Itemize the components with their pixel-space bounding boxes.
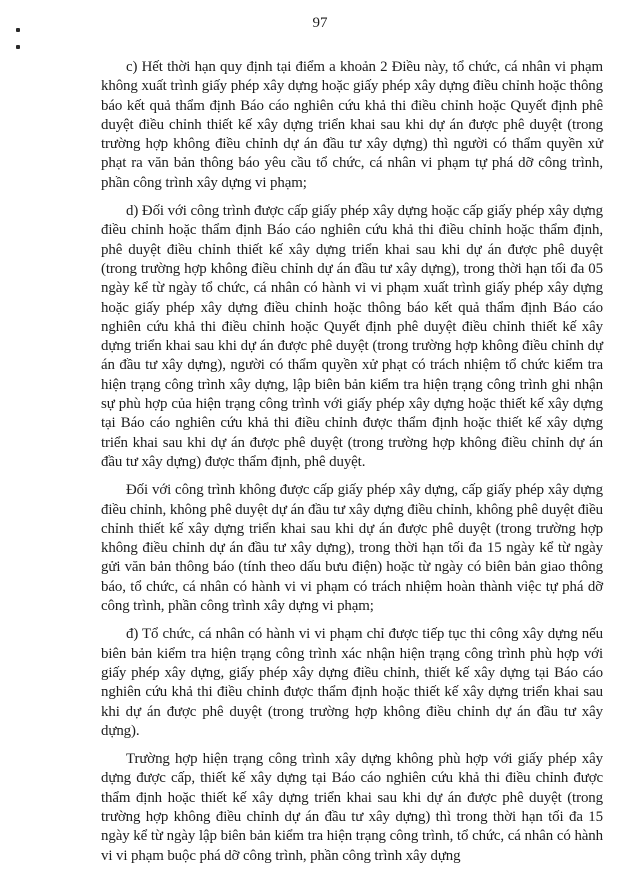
paragraph-dd: đ) Tổ chức, cá nhân có hành vi vi phạm chỉ được tiếp tục thi công xây dựng nếu biên bản kiểm tra hiện trạng công trình xác nhận hiện trạng công trình phù hợp với giấy phép xây dựng, giấy phép xây dựng điều chỉnh, thiết kế xây dựng tại Báo cáo nghiên cứu khả thi điều chỉnh được thẩm định hoặc thiết kế xây dựng triển khai sau khi dự án được phê duyệt (trong trường hợp không điều chỉnh dự án đầu tư xây dựng).: [101, 626, 603, 739]
binding-mark: [16, 28, 20, 32]
document-body: [101, 58, 603, 875]
paragraph-d-continued: Đối với công trình không được cấp giấy phép xây dựng, cấp giấy phép xây dựng điều chỉnh, không phê duyệt dự án đầu tư xây dựng điều chỉnh, không phê duyệt điều chỉnh thiết kế xây dựng triển khai sau khi dự án được phê duyệt (trong trường hợp không điều chỉnh dự án đầu tư xây dựng), trong thời hạn tối đa 15 ngày kể từ ngày gửi văn bản thông báo (tính theo dấu bưu điện) hoặc từ ngày có biên bản giao thông báo, tổ chức, cá nhân có hành vi vi phạm có trách nhiệm hoàn thành việc tự phá dỡ công trình, phần công trình xây dựng vi phạm;: [101, 482, 603, 615]
binding-mark: [16, 45, 20, 49]
paragraph-d: d) Đối với công trình được cấp giấy phép xây dựng hoặc cấp giấy phép xây dựng điều chỉnh hoặc thẩm định Báo cáo nghiên cứu khả thi điều chỉnh hoặc thẩm định, phê duyệt điều chỉnh thiết kế xây dựng triển khai sau khi dự án được phê duyệt (trong trường hợp không điều chỉnh dự án đầu tư xây dựng), trong thời hạn tối đa 05 ngày kể từ ngày tổ chức, cá nhân có hành vi vi phạm xuất trình giấy phép xây dựng hoặc giấy phép xây dựng điều chỉnh hoặc thông báo kết quả thẩm định Báo cáo nghiên cứu khả thi điều chỉnh hoặc Quyết định phê duyệt điều chỉnh thiết kế xây dựng triển khai sau khi dự án được phê duyệt (trong trường hợp không điều chỉnh dự án đầu tư xây dựng), người có thẩm quyền xử phạt có trách nhiệm tổ chức kiểm tra hiện trạng công trình xây dựng, lập biên bản kiểm tra hiện trạng công trình ghi nhận sự phù hợp của hiện trạng công trình với giấy phép xây dựng hoặc thiết kế xây dựng tại Báo cáo nghiên cứu khả thi điều chỉnh được thẩm định hoặc thiết kế xây dựng triển khai sau khi dự án được phê duyệt (trong trường hợp không điều chỉnh dự án đầu tư xây dựng) được thẩm định, phê duyệt.: [101, 203, 603, 470]
paragraph-dd-continued: Trường hợp hiện trạng công trình xây dựng không phù hợp với giấy phép xây dựng được cấp, thiết kế xây dựng tại Báo cáo nghiên cứu khả thi điều chỉnh được thẩm định hoặc thiết kế xây dựng triển khai sau khi dự án được phê duyệt (trong trường hợp không điều chỉnh dự án đầu tư xây dựng) thì trong thời hạn tối đa 15 ngày kể từ ngày lập biên bản kiểm tra hiện trạng công trình, tổ chức, cá nhân có hành vi vi phạm buộc phá dỡ công trình, phần công trình xây dựng: [101, 751, 603, 864]
page-number: 97: [312, 15, 328, 31]
paragraph-c: c) Hết thời hạn quy định tại điểm a khoản 2 Điều này, tổ chức, cá nhân vi phạm không xuất trình giấy phép xây dựng hoặc giấy phép xây dựng điều chỉnh hoặc thông báo kết quả thẩm định Báo cáo nghiên cứu khả thi điều chỉnh hoặc Quyết định phê duyệt điều chỉnh thiết kế xây dựng triển khai sau khi dự án được phê duyệt (trong trường hợp không điều chỉnh dự án đầu tư xây dựng) thì người có thẩm quyền xử phạt ra văn bản thông báo yêu cầu tổ chức, cá nhân vi phạm tự phá dỡ công trình, phần công trình xây dựng vi phạm;: [101, 59, 603, 191]
